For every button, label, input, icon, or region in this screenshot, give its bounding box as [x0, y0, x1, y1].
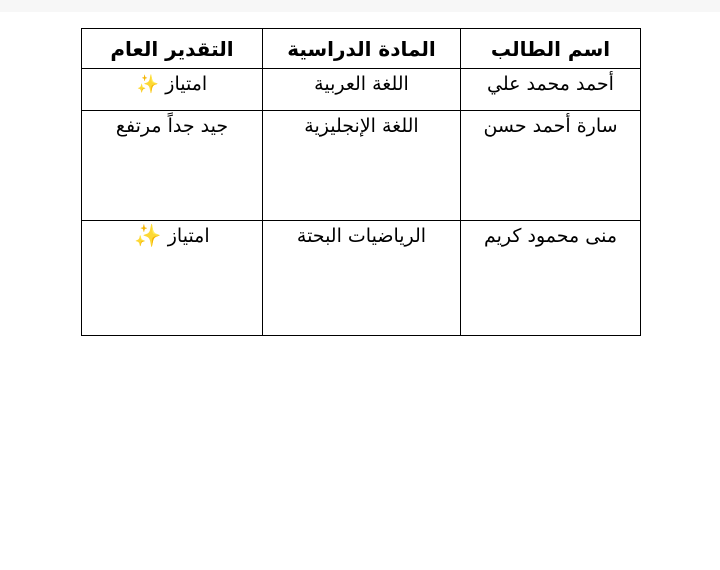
- table-row: [82, 69, 641, 111]
- header-student-name: اسم الطالب: [461, 29, 641, 69]
- cell-subject: اللغة العربية: [263, 69, 461, 111]
- cell-subject: الرياضيات البحتة: [263, 221, 461, 336]
- header-subject: المادة الدراسية: [263, 29, 461, 69]
- grade-text: جيد جداً مرتفع: [115, 115, 229, 137]
- cell-student-name: منى محمود كريم: [461, 221, 641, 336]
- grades-table: [81, 28, 641, 336]
- cell-student-name: أحمد محمد علي: [461, 69, 641, 111]
- grade-text: امتياز: [165, 73, 208, 95]
- grade-text: امتياز: [167, 225, 210, 247]
- cell-grade: [82, 111, 263, 221]
- page-top-strip: [0, 0, 720, 12]
- sparkles-icon: ✨: [136, 73, 160, 95]
- table-header-row: [82, 29, 641, 69]
- header-overall-grade: التقدير العام: [82, 29, 263, 69]
- table-row: [82, 221, 641, 336]
- cell-student-name: سارة أحمد حسن: [461, 111, 641, 221]
- cell-subject: اللغة الإنجليزية: [263, 111, 461, 221]
- cell-grade: [82, 69, 263, 111]
- sparkles-icon: ✨: [134, 223, 162, 249]
- table-row: [82, 111, 641, 221]
- cell-grade: [82, 221, 263, 336]
